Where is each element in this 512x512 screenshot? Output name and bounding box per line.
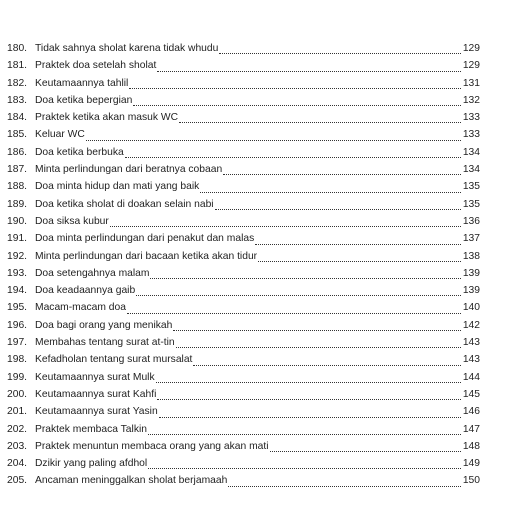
toc-entry-title: Kefadholan tentang surat mursalat [35,354,193,366]
toc-entry [7,421,480,438]
toc-entry-number: 192. [7,250,28,262]
toc-entry-number: 187. [7,164,28,176]
toc-entry-page: 149 [462,458,480,470]
toc-entry-number: 189. [7,198,28,210]
toc-dot-leader [219,52,461,54]
toc-entry-page: 133 [462,129,480,141]
toc-entry-page: 143 [462,337,480,349]
toc-dot-leader [157,70,461,72]
toc-entry-number: 193. [7,267,28,279]
toc-entry [7,299,480,316]
toc-entry [7,248,480,265]
toc-entry-title: Keutamaannya surat Kahfi [35,388,157,400]
toc-entry-title: Minta perlindungan dari beratnya cobaan [35,164,223,176]
toc-entry-title: Doa siksa kubur [35,215,109,227]
toc-entry-title: Doa setengahnya malam [35,267,150,279]
toc-entry-page: 132 [462,94,480,106]
toc-entry-number: 205. [7,475,28,487]
toc-entry-title: Doa minta perlindungan dari penakut dan malas [35,233,255,245]
toc-entry-page: 150 [462,475,480,487]
toc-dot-leader [255,243,461,245]
toc-entry-number: 195. [7,302,28,314]
toc-entry-title: Keutamaannya surat Mulk [35,371,155,383]
toc-dot-leader [176,346,461,348]
toc-entry-page: 139 [462,267,480,279]
toc-entry [7,403,480,420]
toc-entry-title: Doa ketika bepergian [35,94,133,106]
toc-entry-title: Keluar WC [35,129,85,141]
toc-entry-title: Macam-macam doa [35,302,126,314]
toc-entry-number: 183. [7,94,28,106]
toc-entry [7,213,480,230]
toc-entry-number: 190. [7,215,28,227]
toc-entry-title: Doa minta hidup dan mati yang baik [35,181,200,193]
toc-entry [7,109,480,126]
toc-entry-title: Doa ketika berbuka [35,146,124,158]
toc-entry-number: 181. [7,60,28,72]
toc-entry-page: 134 [462,164,480,176]
toc-dot-leader [159,416,461,418]
toc-entry-title: Doa ketika sholat di doakan selain nabi [35,198,214,210]
toc-entry-page: 129 [462,60,480,72]
toc-dot-leader [258,260,461,262]
toc-entry [7,57,480,74]
toc-entry-number: 203. [7,440,28,452]
toc-entry [7,75,480,92]
toc-entry-title: Keutamaannya tahlil [35,77,129,89]
toc-entry-title: Praktek membaca Talkin [35,423,147,435]
toc-entry-number: 202. [7,423,28,435]
toc-entry-number: 188. [7,181,28,193]
toc-dot-leader [148,433,461,435]
toc-entry [7,386,480,403]
toc-dot-leader [193,364,461,366]
toc-dot-leader [200,191,461,193]
toc-entry-number: 199. [7,371,28,383]
toc-entry [7,455,480,472]
toc-entry-number: 196. [7,319,28,331]
toc-entry-page: 139 [462,285,480,297]
toc-entry-number: 201. [7,406,28,418]
toc-entry-title: Doa bagi orang yang menikah [35,319,173,331]
toc-entry-title: Praktek ketika akan masuk WC [35,112,179,124]
toc-entry-page: 136 [462,215,480,227]
toc-entry-title: Membahas tentang surat at-tin [35,337,175,349]
toc-entry [7,369,480,386]
table-of-contents [7,40,480,490]
toc-entry-page: 145 [462,388,480,400]
toc-dot-leader [125,156,461,158]
toc-entry-page: 140 [462,302,480,314]
toc-dot-leader [173,329,461,331]
toc-entry-page: 147 [462,423,480,435]
toc-entry [7,230,480,247]
toc-entry [7,334,480,351]
toc-entry [7,472,480,489]
toc-entry-title: Ancaman meninggalkan sholat berjamaah [35,475,228,487]
toc-entry-page: 129 [462,43,480,54]
toc-entry [7,317,480,334]
toc-entry-page: 133 [462,112,480,124]
toc-entry-page: 142 [462,319,480,331]
toc-entry-number: 184. [7,112,28,124]
toc-entry-number: 186. [7,146,28,158]
toc-entry-page: 143 [462,354,480,366]
toc-entry-number: 182. [7,77,28,89]
toc-entry-title: Dzikir yang paling afdhol [35,458,148,470]
toc-dot-leader [223,173,461,175]
toc-entry-title: Praktek menuntun membaca orang yang akan mati [35,440,269,452]
toc-entry-number: 204. [7,458,28,470]
toc-dot-leader [156,381,461,383]
toc-entry-page: 131 [462,77,480,89]
toc-entry [7,178,480,195]
toc-entry [7,351,480,368]
toc-entry-title: Doa keadaannya gaib [35,285,136,297]
toc-entry-number: 180. [7,43,28,54]
toc-dot-leader [215,208,461,210]
toc-entry-number: 194. [7,285,28,297]
toc-entry-page: 148 [462,440,480,452]
toc-dot-leader [179,121,461,123]
toc-entry-number: 197. [7,337,28,349]
toc-entry-number: 185. [7,129,28,141]
toc-entry [7,126,480,143]
toc-entry [7,265,480,282]
toc-entry-page: 135 [462,181,480,193]
toc-entry-page: 135 [462,198,480,210]
toc-dot-leader [136,294,461,296]
toc-dot-leader [129,87,461,89]
toc-dot-leader [157,398,461,400]
toc-entry-page: 138 [462,250,480,262]
toc-dot-leader [133,104,461,106]
toc-entry-title: Keutamaannya surat Yasin [35,406,158,418]
toc-entry [7,196,480,213]
toc-entry [7,144,480,161]
toc-dot-leader [150,277,461,279]
toc-dot-leader [148,467,461,469]
toc-entry-title: Minta perlindungan dari bacaan ketika akan tidur [35,250,258,262]
toc-entry-number: 198. [7,354,28,366]
toc-dot-leader [127,312,461,314]
toc-entry [7,282,480,299]
toc-entry [7,40,480,57]
toc-entry-page: 146 [462,406,480,418]
toc-entry-title: Praktek doa setelah sholat [35,60,157,72]
toc-dot-leader [228,485,461,487]
toc-entry-page: 144 [462,371,480,383]
toc-entry-number: 200. [7,388,28,400]
toc-entry [7,92,480,109]
toc-dot-leader [110,225,461,227]
toc-entry [7,161,480,178]
toc-entry-page: 137 [462,233,480,245]
toc-dot-leader [86,139,461,141]
toc-entry-number: 191. [7,233,28,245]
toc-dot-leader [270,450,461,452]
toc-entry [7,438,480,455]
toc-entry-page: 134 [462,146,480,158]
toc-entry-title: Tidak sahnya sholat karena tidak whudu [35,43,219,54]
